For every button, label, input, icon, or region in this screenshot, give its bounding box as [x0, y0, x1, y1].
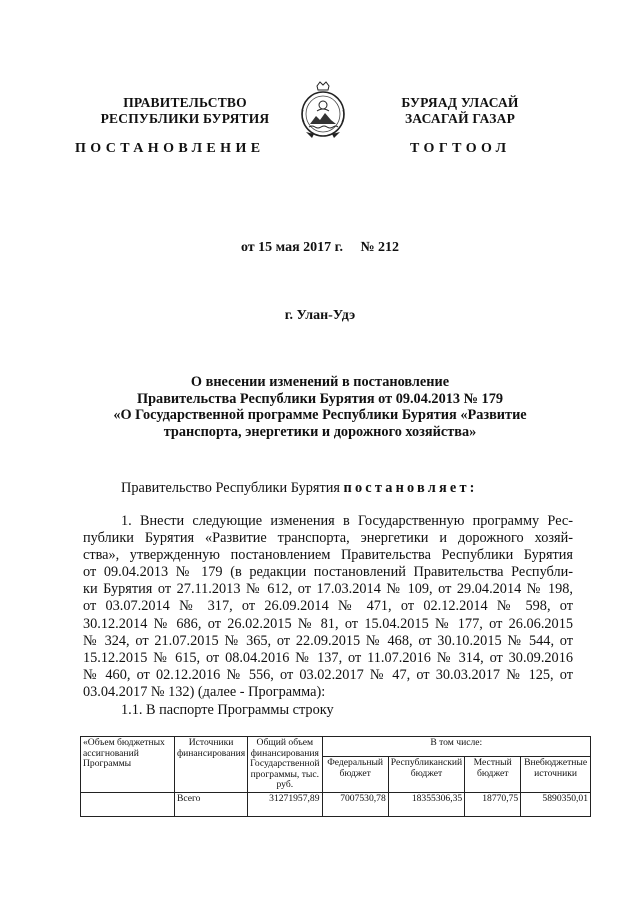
coat-of-arms-icon — [298, 80, 348, 142]
item-1-paragraph — [83, 513, 573, 701]
document-number: № 212 — [360, 240, 400, 255]
paragraph-line: № 324, от 21.07.2015 № 365, от 22.09.2015 № 468, от 30.10.2015 № 544, от — [83, 632, 573, 649]
paragraph-line: ства», утвержденную постановлением Правительства Республики Бурятия — [83, 547, 573, 564]
table-row — [81, 792, 591, 816]
paragraph-line: публики Бурятия «Развитие транспорта, энергетики и дорожного хозяй- — [83, 530, 573, 547]
header-group: В том числе: — [322, 737, 590, 757]
doc-type-russian: ПОСТАНОВЛЕНИЕ — [75, 141, 265, 156]
header-total: Общий объем финансирования Государственной программы, тыс. руб. — [248, 737, 322, 793]
paragraph-line: ки Бурятия от 27.11.2013 № 612, от 17.03.2014 № 109, от 29.04.2014 № 198, — [83, 581, 573, 598]
source-cell: Всего — [174, 792, 247, 816]
paragraph-line: № 460, от 02.12.2016 № 556, от 03.02.2017 № 47, от 30.03.2017 № 125, от — [83, 666, 573, 683]
local-cell: 18770,75 — [465, 792, 521, 816]
header-local: Местный бюджет — [465, 757, 521, 793]
header-right-block — [375, 95, 545, 127]
header-left-block — [95, 95, 275, 127]
document-title — [0, 374, 640, 440]
republic-cell: 18355306,35 — [388, 792, 464, 816]
paragraph-line: 1. Внести следующие изменения в Государственную программу Рес- — [121, 513, 573, 529]
empty-cell — [81, 792, 175, 816]
paragraph-line: от 03.07.2014 № 317, от 26.09.2014 № 471, от 02.12.2014 № 598, от — [83, 598, 573, 615]
preamble-paragraph — [83, 480, 573, 497]
government-name-line1: ПРАВИТЕЛЬСТВО — [123, 95, 247, 110]
doc-type-buryat: ТОГТООЛ — [410, 141, 511, 156]
government-name-buryat-line1: БУРЯАД УЛАСАЙ — [401, 95, 519, 110]
row-label-cell: «Объем бюджетных ассигнований Программы — [81, 737, 175, 793]
item-1-1-paragraph: 1.1. В паспорте Программы строку — [121, 702, 334, 718]
header-sources: Источники финансирования — [174, 737, 247, 793]
header-extra: Внебюджетные источники — [521, 757, 591, 793]
title-line: транспорта, энергетики и дорожного хозяйства» — [163, 423, 477, 440]
government-name-buryat-line2: ЗАСАГАЙ ГАЗАР — [404, 111, 516, 126]
title-line: Правительства Республики Бурятия от 09.04.2013 № 179 — [136, 390, 503, 407]
paragraph-line: от 09.04.2013 № 179 (в редакции постановлений Правительства Республи- — [83, 564, 573, 581]
budget-table — [80, 736, 591, 817]
document-date: от 15 мая 2017 г. — [240, 240, 343, 255]
title-line: О внесении изменений в постановление — [190, 374, 450, 390]
table-row — [81, 737, 591, 757]
paragraph-line: 03.04.2017 № 132) (далее - Программа): — [83, 683, 326, 700]
paragraph-line: 15.12.2015 № 615, от 08.04.2016 № 137, от 11.07.2016 № 314, от 30.09.2016 — [83, 649, 573, 666]
federal-cell: 7007530,78 — [322, 792, 388, 816]
document-city: г. Улан-Удэ — [284, 308, 356, 323]
header-republic: Республиканский бюджет — [388, 757, 464, 793]
paragraph-line: 30.12.2014 № 686, от 26.02.2015 № 81, от 15.04.2015 № 177, от 26.06.2015 — [83, 615, 573, 632]
government-name-line2: РЕСПУБЛИКИ БУРЯТИЯ — [100, 111, 270, 126]
preamble-decree-word: постановляет: — [343, 480, 478, 496]
document-date-line — [0, 240, 640, 256]
header-federal: Федеральный бюджет — [322, 757, 388, 793]
extra-cell: 5890350,01 — [521, 792, 591, 816]
preamble-text: Правительство Республики Бурятия — [121, 480, 344, 496]
total-cell: 31271957,89 — [248, 792, 322, 816]
title-line: «О Государственной программе Республики Бурятия «Развитие — [113, 407, 527, 423]
